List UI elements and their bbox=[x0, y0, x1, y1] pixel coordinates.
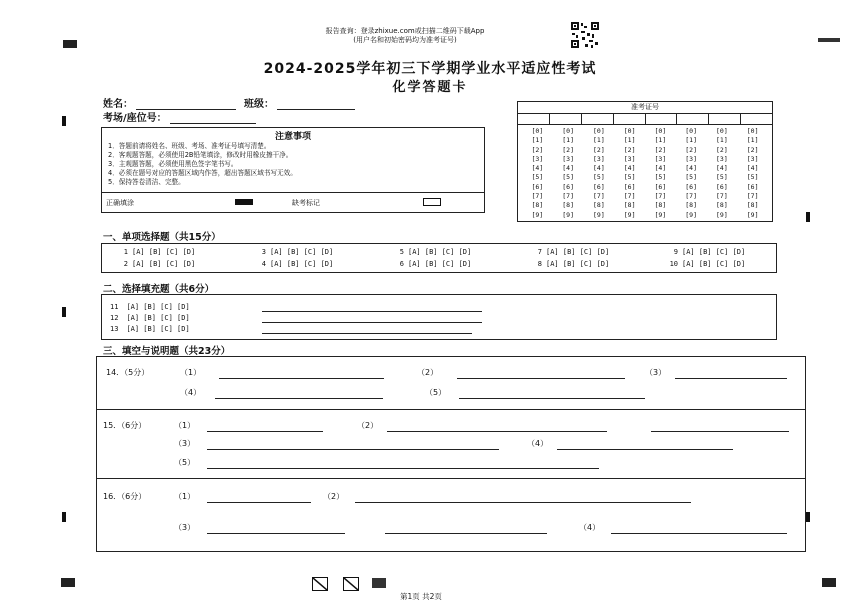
ticket-digit-bubble[interactable]: [7] bbox=[593, 192, 605, 201]
question-number: 11 bbox=[110, 303, 119, 311]
ticket-digit-bubble[interactable]: [7] bbox=[562, 192, 574, 201]
ticket-digit-bubble[interactable]: [2] bbox=[654, 145, 667, 154]
mc-question[interactable] bbox=[110, 325, 190, 333]
ticket-digit-cell[interactable] bbox=[677, 114, 709, 124]
section2-box bbox=[101, 294, 777, 340]
ticket-digit-bubble[interactable]: [6] bbox=[531, 182, 544, 191]
ticket-digit-bubble[interactable]: [7] bbox=[531, 192, 544, 201]
mc-question[interactable] bbox=[110, 314, 190, 322]
ticket-digit-cell[interactable] bbox=[646, 114, 678, 124]
corner-mark-top-left bbox=[63, 40, 77, 48]
ticket-digit-bubble[interactable]: [2] bbox=[685, 145, 697, 154]
q16-answer-line[interactable] bbox=[207, 532, 345, 534]
ticket-digit-bubble[interactable]: [1] bbox=[746, 136, 759, 145]
name-row bbox=[103, 95, 355, 110]
ticket-digit-column bbox=[747, 127, 759, 220]
q16-answer-line[interactable] bbox=[611, 532, 787, 534]
answer-options[interactable]: [A] [B] [C] [D] bbox=[126, 303, 190, 311]
ticket-digit-bubble[interactable]: [9] bbox=[685, 210, 697, 219]
ticket-digit-bubble[interactable]: [0] bbox=[654, 127, 667, 135]
q15-answer-line[interactable] bbox=[207, 467, 599, 469]
section2-title: 二、选择填充题（共6分） bbox=[103, 284, 215, 295]
q14-answer-line[interactable] bbox=[457, 377, 625, 379]
q14-part-label: （1） bbox=[180, 368, 202, 377]
q15-answer-line[interactable] bbox=[557, 448, 733, 450]
answer-line[interactable] bbox=[262, 310, 482, 312]
ticket-digit-bubble[interactable]: [0] bbox=[593, 127, 605, 135]
q14-label: 14．（5分） bbox=[106, 368, 150, 377]
ticket-digit-bubble[interactable]: [1] bbox=[562, 136, 574, 145]
room-seat-label: 考场/座位号： bbox=[103, 113, 167, 124]
ticket-digit-bubble[interactable]: [3] bbox=[623, 154, 636, 163]
timing-mark bbox=[62, 116, 66, 126]
mc-question[interactable] bbox=[666, 260, 745, 268]
ticket-digit-bubble[interactable]: [5] bbox=[746, 173, 759, 182]
header-note-line1: 报告查询：登录zhixue.com或扫描二维码下载App bbox=[325, 27, 485, 35]
answer-options[interactable]: [A] [B] [C] [D] bbox=[126, 325, 190, 333]
ticket-digit-bubble[interactable]: [5] bbox=[716, 173, 728, 182]
mc-question[interactable] bbox=[110, 303, 190, 311]
ticket-digit-column bbox=[532, 127, 544, 220]
q16-answer-line[interactable] bbox=[385, 532, 547, 534]
q15-part-label: （5） bbox=[174, 458, 196, 467]
q16-part-label: （4） bbox=[579, 523, 601, 532]
ticket-digit-bubble[interactable]: [4] bbox=[685, 164, 697, 173]
absent-mark-label: 缺考标记 bbox=[292, 199, 320, 207]
notice-item: 5．保持答卷清洁、完整。 bbox=[108, 178, 185, 186]
ticket-digit-bubble[interactable]: [8] bbox=[654, 201, 667, 210]
q14-answer-line[interactable] bbox=[459, 397, 645, 399]
q14-answer-line[interactable] bbox=[215, 397, 383, 399]
corner-mark-bottom-right bbox=[822, 578, 836, 587]
question-number: 3 bbox=[261, 248, 266, 256]
q14-answer-line[interactable] bbox=[675, 377, 787, 379]
page-marker-box-icon bbox=[343, 577, 359, 591]
section1-title: 一、单项选择题（共15分） bbox=[103, 232, 221, 243]
ticket-digit-bubble[interactable]: [5] bbox=[685, 173, 697, 182]
correct-fill-label: 正确填涂 bbox=[106, 199, 134, 207]
ticket-digit-bubble[interactable]: [7] bbox=[685, 192, 697, 201]
corner-mark-bottom-left bbox=[61, 578, 75, 587]
ticket-digit-cell[interactable] bbox=[582, 114, 614, 124]
answer-options[interactable]: [A] [B] [C] [D] bbox=[546, 260, 610, 268]
q15-part-label: （1） bbox=[174, 421, 196, 430]
q16-part-label: （2） bbox=[323, 492, 345, 501]
ticket-digit-bubble[interactable]: [3] bbox=[562, 154, 574, 163]
answer-line[interactable] bbox=[262, 332, 472, 334]
ticket-digit-cell[interactable] bbox=[709, 114, 741, 124]
question-number: 2 bbox=[123, 260, 128, 268]
mc-question[interactable] bbox=[392, 248, 471, 256]
section3-title: 三、填空与说明题（共23分） bbox=[103, 346, 231, 357]
ticket-digit-bubble[interactable]: [7] bbox=[623, 192, 636, 201]
ticket-digit-column bbox=[593, 127, 605, 220]
ticket-digit-bubble[interactable]: [9] bbox=[654, 210, 667, 219]
notice-title: 注意事项 bbox=[274, 132, 311, 142]
answer-options[interactable]: [A] [B] [C] [D] bbox=[408, 260, 472, 268]
answer-options[interactable]: [A] [B] [C] [D] bbox=[682, 248, 746, 256]
notice-item: 4．必须在题号对应的答题区域内作答，超出答题区域书写无效。 bbox=[108, 169, 297, 177]
ticket-digit-bubble[interactable]: [0] bbox=[562, 127, 574, 135]
q15-label: 15．（6分） bbox=[103, 421, 147, 430]
ticket-digit-bubble[interactable]: [5] bbox=[531, 173, 544, 182]
ticket-digit-bubble[interactable]: [3] bbox=[685, 154, 697, 163]
name-label: 姓名： bbox=[103, 99, 133, 110]
mc-question[interactable] bbox=[254, 248, 333, 256]
timing-mark bbox=[62, 512, 66, 522]
ticket-digit-bubble[interactable]: [6] bbox=[685, 182, 697, 191]
mc-question[interactable] bbox=[530, 248, 609, 256]
ticket-digit-bubble[interactable]: [0] bbox=[531, 127, 544, 135]
q16-answer-line[interactable] bbox=[355, 501, 691, 503]
q16-area bbox=[97, 480, 805, 550]
mc-question[interactable] bbox=[116, 248, 195, 256]
ticket-digit-bubble[interactable]: [2] bbox=[562, 145, 574, 154]
ticket-digit-bubble[interactable]: [8] bbox=[593, 201, 605, 210]
q16-label: 16．（6分） bbox=[103, 492, 147, 501]
q16-part-label: （3） bbox=[174, 523, 196, 532]
q14-area bbox=[97, 357, 805, 410]
answer-options[interactable]: [A] [B] [C] [D] bbox=[270, 248, 334, 256]
ticket-digit-bubble[interactable]: [1] bbox=[531, 136, 544, 145]
admission-ticket-title: 准考证号 bbox=[518, 102, 772, 114]
page-number: 第1页 共2页 bbox=[400, 592, 442, 601]
q16-answer-line[interactable] bbox=[207, 501, 311, 503]
class-label: 班级： bbox=[243, 99, 274, 110]
ticket-digit-column bbox=[655, 127, 667, 220]
ticket-digit-bubble[interactable]: [1] bbox=[623, 136, 636, 145]
ticket-digit-bubble[interactable]: [9] bbox=[746, 210, 759, 219]
question-number: 12 bbox=[110, 314, 119, 322]
question-number: 7 bbox=[537, 248, 542, 256]
ticket-digit-bubble[interactable]: [8] bbox=[531, 201, 544, 210]
qr-code-icon bbox=[570, 21, 600, 49]
section1-box bbox=[101, 243, 777, 273]
answer-options[interactable]: [A] [B] [C] [D] bbox=[682, 260, 746, 268]
q15-answer-line[interactable] bbox=[207, 448, 499, 450]
ticket-digit-bubble[interactable]: [7] bbox=[746, 192, 759, 201]
ticket-digit-bubble[interactable]: [0] bbox=[746, 127, 759, 135]
timing-mark bbox=[62, 307, 66, 317]
mc-question[interactable] bbox=[116, 260, 195, 268]
ticket-digit-cell[interactable] bbox=[550, 114, 582, 124]
ticket-digit-bubble[interactable]: [5] bbox=[593, 173, 605, 182]
admission-ticket-write-row bbox=[518, 114, 772, 125]
q15-area bbox=[97, 410, 805, 479]
q14-answer-line[interactable] bbox=[219, 377, 384, 379]
exam-subtitle: 化学答题卡 bbox=[392, 80, 468, 95]
question-number: 13 bbox=[110, 325, 119, 333]
ticket-digit-bubble[interactable]: [6] bbox=[562, 182, 574, 191]
ticket-digit-bubble[interactable]: [4] bbox=[531, 164, 544, 173]
admission-ticket-bubbles bbox=[518, 125, 772, 220]
question-number: 1 bbox=[123, 248, 128, 256]
q15-answer-line[interactable] bbox=[387, 430, 607, 432]
mc-question[interactable] bbox=[254, 260, 333, 268]
ticket-digit-column bbox=[716, 127, 728, 220]
ticket-digit-bubble[interactable]: [1] bbox=[716, 136, 728, 145]
ticket-digit-cell[interactable] bbox=[518, 114, 550, 124]
ticket-digit-bubble[interactable]: [8] bbox=[685, 201, 697, 210]
correct-fill-sample bbox=[235, 199, 253, 205]
ticket-digit-cell[interactable] bbox=[741, 114, 772, 124]
timing-mark bbox=[806, 512, 810, 522]
class-field[interactable] bbox=[277, 99, 355, 110]
q14-part-label: （4） bbox=[180, 388, 202, 397]
room-seat-row bbox=[103, 109, 256, 124]
ticket-digit-bubble[interactable]: [2] bbox=[531, 145, 544, 154]
question-number: 6 bbox=[399, 260, 404, 268]
page-marker-filled bbox=[372, 578, 386, 588]
ticket-digit-bubble[interactable]: [0] bbox=[685, 127, 697, 135]
q15-answer-line[interactable] bbox=[651, 430, 789, 432]
ticket-digit-bubble[interactable]: [4] bbox=[654, 164, 667, 173]
q15-part-label: （3） bbox=[174, 439, 196, 448]
ticket-digit-bubble[interactable]: [3] bbox=[746, 154, 759, 163]
ticket-digit-bubble[interactable]: [4] bbox=[746, 164, 759, 173]
mc-question[interactable] bbox=[530, 260, 609, 268]
answer-line[interactable] bbox=[262, 321, 482, 323]
fill-example-row bbox=[102, 192, 484, 213]
ticket-digit-bubble[interactable]: [4] bbox=[716, 164, 728, 173]
q15-answer-line[interactable] bbox=[207, 430, 323, 432]
ticket-digit-bubble[interactable]: [6] bbox=[716, 182, 728, 191]
header-note-line2: (用户名和初始密码均为准考证号) bbox=[353, 36, 457, 44]
corner-mark-top-right bbox=[818, 38, 840, 42]
ticket-digit-bubble[interactable]: [7] bbox=[716, 192, 728, 201]
answer-options[interactable]: [A] [B] [C] [D] bbox=[126, 314, 190, 322]
absent-mark-checkbox[interactable] bbox=[423, 198, 441, 206]
ticket-digit-bubble[interactable]: [3] bbox=[593, 154, 605, 163]
q15-part-label: （4） bbox=[527, 439, 549, 448]
question-number: 4 bbox=[261, 260, 266, 268]
question-number: 5 bbox=[399, 248, 404, 256]
ticket-digit-bubble[interactable]: [9] bbox=[562, 210, 574, 219]
notice-item: 3．主观题答题，必须使用黑色签字笔书写。 bbox=[108, 160, 238, 168]
header-note bbox=[270, 27, 540, 45]
ticket-digit-bubble[interactable]: [2] bbox=[716, 145, 728, 154]
answer-options[interactable]: [A] [B] [C] [D] bbox=[408, 248, 472, 256]
ticket-digit-bubble[interactable]: [6] bbox=[593, 182, 605, 191]
ticket-digit-cell[interactable] bbox=[614, 114, 646, 124]
ticket-digit-bubble[interactable]: [1] bbox=[654, 136, 667, 145]
ticket-digit-bubble[interactable]: [6] bbox=[623, 182, 636, 191]
section3-box bbox=[96, 356, 806, 552]
ticket-digit-bubble[interactable]: [4] bbox=[562, 164, 574, 173]
ticket-digit-bubble[interactable]: [7] bbox=[654, 192, 667, 201]
ticket-digit-bubble[interactable]: [0] bbox=[716, 127, 728, 135]
ticket-digit-bubble[interactable]: [1] bbox=[685, 136, 697, 145]
answer-options[interactable]: [A] [B] [C] [D] bbox=[132, 248, 196, 256]
notice-box bbox=[101, 127, 485, 213]
answer-options[interactable]: [A] [B] [C] [D] bbox=[270, 260, 334, 268]
ticket-digit-bubble[interactable]: [8] bbox=[746, 201, 759, 210]
notice-item: 2．客观题答题，必须使用2B铅笔填涂，修改时用橡皮擦干净。 bbox=[108, 151, 293, 159]
ticket-digit-bubble[interactable]: [6] bbox=[654, 182, 667, 191]
ticket-digit-column bbox=[624, 127, 636, 220]
ticket-digit-column bbox=[562, 127, 574, 220]
page-marker-box-icon bbox=[312, 577, 328, 591]
ticket-digit-bubble[interactable]: [9] bbox=[716, 210, 728, 219]
q14-part-label: （3） bbox=[645, 368, 667, 377]
ticket-digit-bubble[interactable]: [9] bbox=[623, 210, 636, 219]
admission-ticket-box bbox=[517, 101, 773, 222]
ticket-digit-bubble[interactable]: [2] bbox=[593, 145, 605, 154]
question-number: 9 bbox=[673, 248, 678, 256]
ticket-digit-bubble[interactable]: [5] bbox=[654, 173, 667, 182]
ticket-digit-bubble[interactable]: [6] bbox=[746, 182, 759, 191]
ticket-digit-bubble[interactable]: [4] bbox=[623, 164, 636, 173]
ticket-digit-bubble[interactable]: [2] bbox=[623, 145, 636, 154]
ticket-digit-bubble[interactable]: [5] bbox=[562, 173, 574, 182]
mc-question[interactable] bbox=[666, 248, 745, 256]
ticket-digit-bubble[interactable]: [3] bbox=[716, 154, 728, 163]
ticket-digit-bubble[interactable]: [1] bbox=[593, 136, 605, 145]
ticket-digit-bubble[interactable]: [2] bbox=[746, 145, 759, 154]
exam-title: 2024-2025学年初三下学期学业水平适应性考试 bbox=[263, 61, 597, 77]
mc-question[interactable] bbox=[392, 260, 471, 268]
ticket-digit-bubble[interactable]: [0] bbox=[623, 127, 636, 135]
ticket-digit-bubble[interactable]: [8] bbox=[623, 201, 636, 210]
ticket-digit-bubble[interactable]: [9] bbox=[531, 210, 544, 219]
notice-item: 1．答题前请将姓名、班级、考场、准考证号填写清楚。 bbox=[108, 142, 271, 150]
ticket-digit-bubble[interactable]: [4] bbox=[593, 164, 605, 173]
q16-part-label: （1） bbox=[174, 492, 196, 501]
question-number: 8 bbox=[537, 260, 542, 268]
ticket-digit-column bbox=[685, 127, 697, 220]
room-seat-field[interactable] bbox=[170, 113, 256, 124]
timing-mark bbox=[806, 212, 810, 222]
q14-part-label: （5） bbox=[425, 388, 447, 397]
ticket-digit-bubble[interactable]: [9] bbox=[593, 210, 605, 219]
ticket-digit-bubble[interactable]: [3] bbox=[654, 154, 667, 163]
question-number: 10 bbox=[669, 260, 678, 268]
ticket-digit-bubble[interactable]: [8] bbox=[562, 201, 574, 210]
ticket-digit-bubble[interactable]: [8] bbox=[716, 201, 728, 210]
q14-part-label: （2） bbox=[417, 368, 439, 377]
answer-options[interactable]: [A] [B] [C] [D] bbox=[132, 260, 196, 268]
ticket-digit-bubble[interactable]: [5] bbox=[623, 173, 636, 182]
q15-part-label: （2） bbox=[357, 421, 379, 430]
answer-options[interactable]: [A] [B] [C] [D] bbox=[546, 248, 610, 256]
ticket-digit-bubble[interactable]: [3] bbox=[531, 154, 544, 163]
